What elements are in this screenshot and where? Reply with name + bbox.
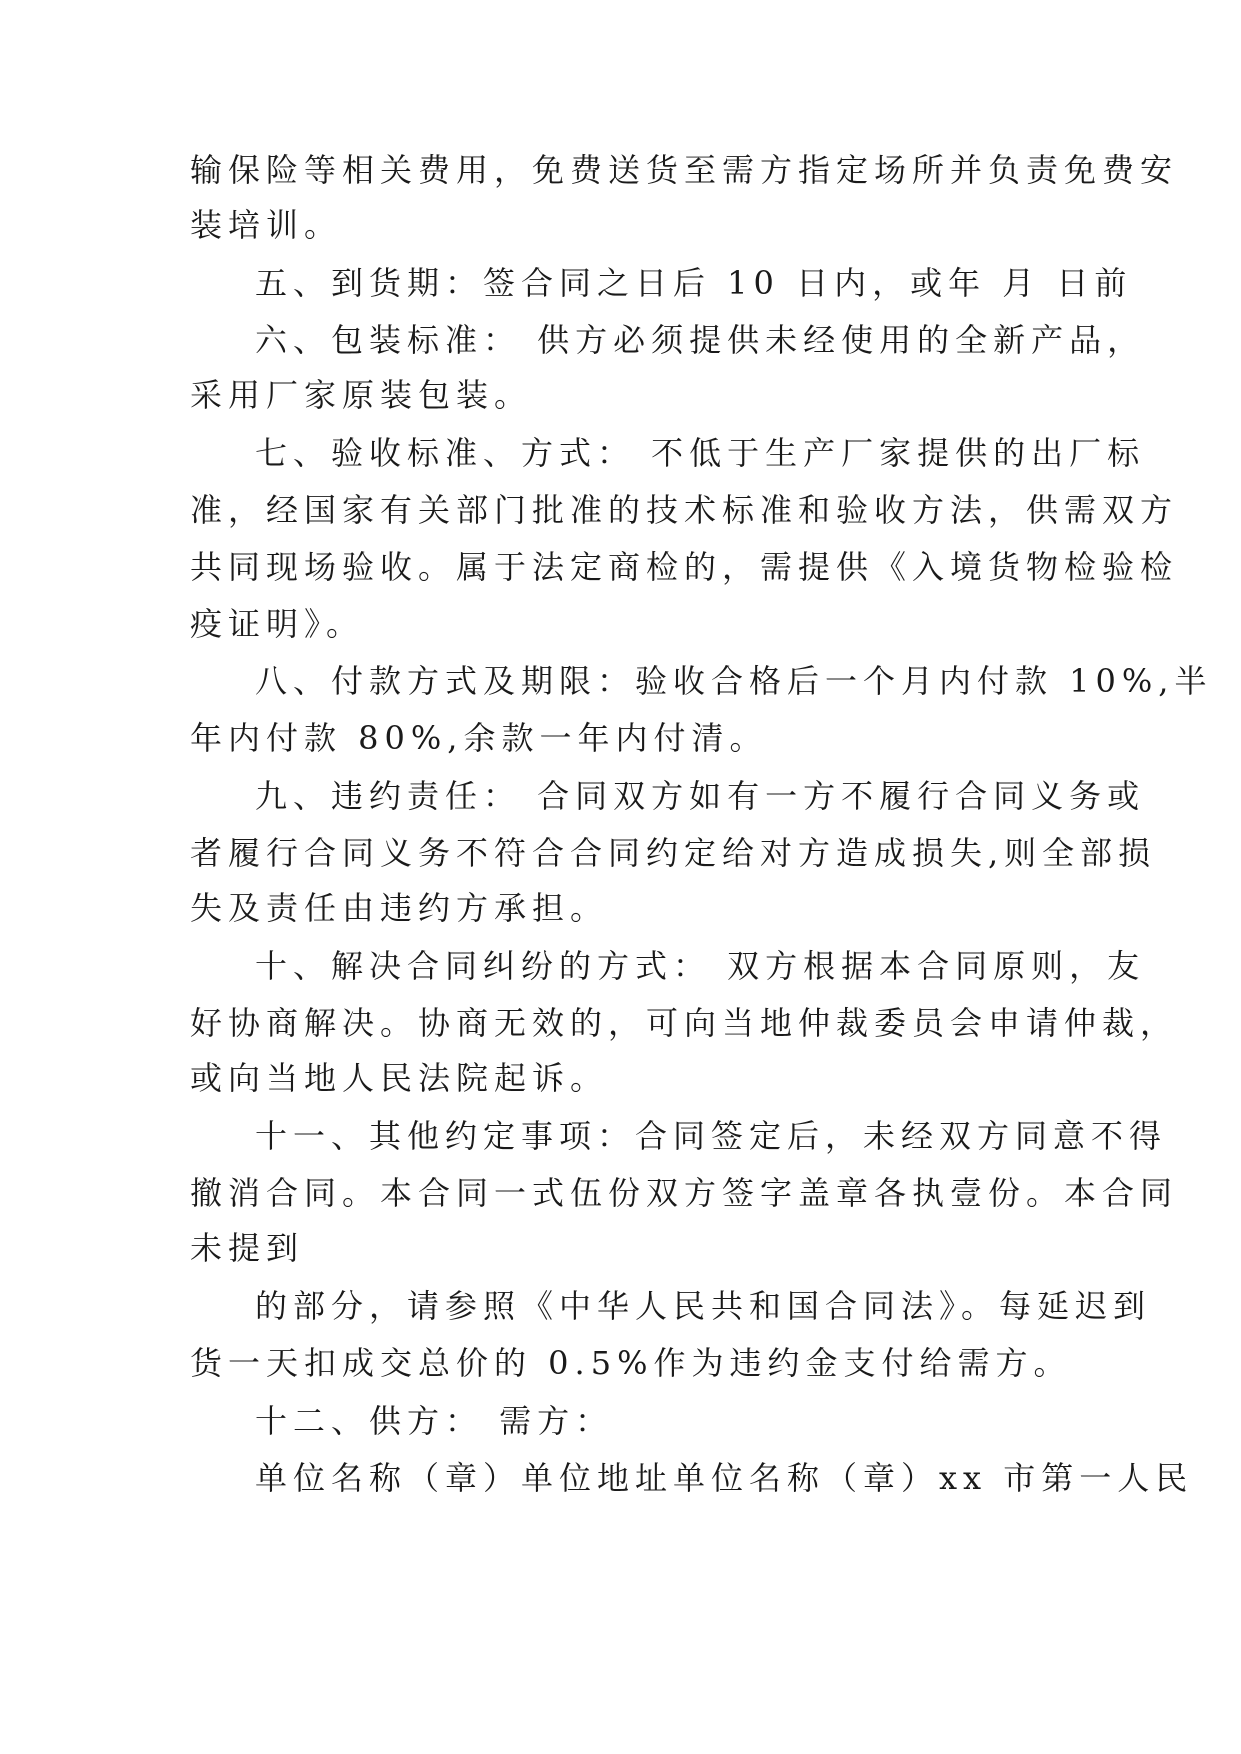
text-line: 好协商解决。协商无效的，可向当地仲裁委员会申请仲裁， <box>190 1004 1179 1042</box>
text-line: 年内付款 80%,余款一年内付清。 <box>190 719 768 757</box>
text-line: 失及责任由违约方承担。 <box>190 889 609 927</box>
text-line: 或向当地人民法院起诉。 <box>190 1059 609 1097</box>
text-line: 采用厂家原装包装。 <box>190 376 533 414</box>
text-line: 十二、供方： 需方： <box>255 1402 614 1440</box>
text-line: 的部分，请参照《中华人民共和国合同法》。每延迟到 <box>255 1287 1152 1325</box>
text-line: 共同现场验收。属于法定商检的，需提供《入境货物检验检 <box>190 548 1179 586</box>
text-line: 十、解决合同纠纷的方式： 双方根据本合同原则，友 <box>255 947 1146 985</box>
text-line: 五、到货期：签合同之日后 10 日内，或年 月 日前 <box>255 264 1133 302</box>
text-line: 装培训。 <box>190 206 343 244</box>
text-line: 者履行合同义务不符合合同约定给对方造成损失,则全部损 <box>190 834 1157 872</box>
text-line: 七、验收标准、方式： 不低于生产厂家提供的出厂标 <box>255 434 1146 472</box>
text-line: 撤消合同。本合同一式伍份双方签字盖章各执壹份。本合同 <box>190 1174 1179 1212</box>
text-line: 九、违约责任： 合同双方如有一方不履行合同义务或 <box>255 777 1146 815</box>
text-line: 货一天扣成交总价的 0.5%作为违约金支付给需方。 <box>190 1344 1072 1382</box>
text-line: 十一、其他约定事项：合同签定后，未经双方同意不得 <box>255 1117 1168 1155</box>
text-line: 六、包装标准： 供方必须提供未经使用的全新产品， <box>255 321 1146 359</box>
text-line: 输保险等相关费用，免费送货至需方指定场所并负责免费安 <box>190 151 1179 189</box>
text-line: 八、付款方式及期限：验收合格后一个月内付款 10%,半 <box>255 662 1213 700</box>
text-line: 单位名称（章）单位地址单位名称（章）xx 市第一人民 <box>255 1459 1194 1497</box>
text-line: 未提到 <box>190 1229 305 1267</box>
text-line: 疫证明》。 <box>190 605 365 643</box>
text-line: 准，经国家有关部门批准的技术标准和验收方法，供需双方 <box>190 491 1179 529</box>
